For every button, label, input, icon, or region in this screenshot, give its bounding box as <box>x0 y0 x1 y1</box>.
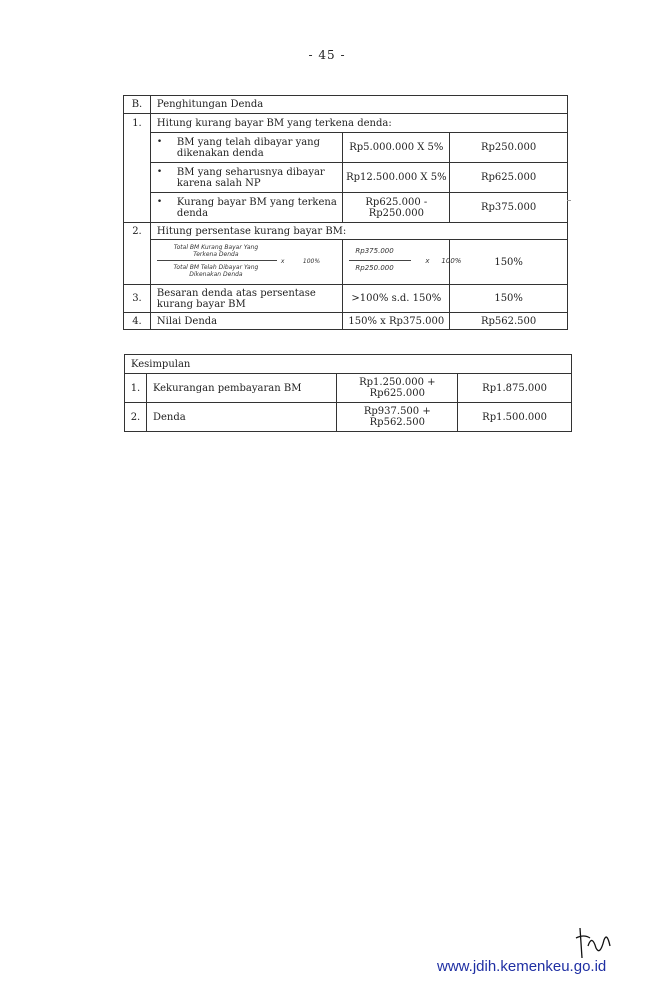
bullet-row-formula: Rp5.000.000 X 5% <box>343 133 450 163</box>
item3-label: Besaran denda atas persentase kurang bayar BM <box>150 285 343 313</box>
formula-numerator-text: Total BM Kurang Bayar Yang Terkena Denda <box>173 244 259 258</box>
scan-mark <box>567 200 571 201</box>
item4-formula: 150% x Rp375.000 <box>343 313 450 330</box>
kesimpulan-table <box>124 354 572 432</box>
section-letter: B. <box>124 96 151 114</box>
bullet-row-label: • Kurang bayar BM yang terkena denda <box>150 193 343 223</box>
kesimpulan-row-formula: Rp937.500 + Rp562.500 <box>337 403 458 432</box>
kesimpulan-row-label: Kekurangan pembayaran BM <box>146 374 336 403</box>
bullet-row-formula: Rp625.000 - Rp250.000 <box>343 193 450 223</box>
bullet-row-label: • BM yang seharusnya dibayar karena salah NP <box>150 163 343 193</box>
item2-title: Hitung persentase kurang bayar BM: <box>150 223 567 240</box>
bullet-icon: • <box>156 196 163 207</box>
item1-title: Hitung kurang bayar BM yang terkena denda: <box>150 114 567 133</box>
formula-values-cell <box>343 240 462 285</box>
item4-result: Rp562.500 <box>450 313 568 330</box>
kesimpulan-row-result: Rp1.875.000 <box>458 374 572 403</box>
item3-result: 150% <box>450 285 568 313</box>
item-number: 3. <box>124 285 151 313</box>
item-number: 2. <box>124 223 151 240</box>
fraction-line <box>157 260 277 261</box>
kesimpulan-row-label: Denda <box>146 403 336 432</box>
kesimpulan-row-number: 2. <box>125 403 147 432</box>
paraf-signature-icon <box>574 926 614 960</box>
formula-denominator-text: Total BM Telah Dibayar Yang Dikenakan Denda <box>173 264 259 278</box>
bullet-icon: • <box>156 166 163 177</box>
bullet-row-result: Rp250.000 <box>450 133 568 163</box>
bullet-icon: • <box>156 136 163 147</box>
kesimpulan-row-result: Rp1.500.000 <box>458 403 572 432</box>
item-number: 4. <box>124 313 151 330</box>
bullet-row-result: Rp625.000 <box>450 163 568 193</box>
formula-percent: 100% <box>302 258 321 265</box>
formula-text-cell <box>150 240 343 285</box>
item-number: 1. <box>124 114 151 133</box>
item4-label: Nilai Denda <box>150 313 343 330</box>
bullet-row-result: Rp375.000 <box>450 193 568 223</box>
formula-values-percent: 100% <box>441 257 462 265</box>
item3-range: >100% s.d. 150% <box>343 285 450 313</box>
formula-denominator-value: Rp250.000 <box>355 264 394 272</box>
penghitungan-denda-table <box>123 95 568 330</box>
kesimpulan-row-formula: Rp1.250.000 + Rp625.000 <box>337 374 458 403</box>
bullet-row-label: • BM yang telah dibayar yang dikenakan denda <box>150 133 343 163</box>
formula-values-times: x <box>425 257 430 265</box>
kesimpulan-row-number: 1. <box>125 374 147 403</box>
section-title: Penghitungan Denda <box>150 96 567 114</box>
formula-times: x <box>280 258 285 265</box>
page-number: - 45 - <box>308 48 346 62</box>
formula-numerator-value: Rp375.000 <box>355 247 394 255</box>
website-link[interactable]: www.jdih.kemenkeu.go.id <box>437 958 607 975</box>
fraction-line <box>349 260 411 261</box>
item2-result: 150% <box>450 240 568 285</box>
bullet-row-formula: Rp12.500.000 X 5% <box>343 163 450 193</box>
kesimpulan-title: Kesimpulan <box>125 355 572 374</box>
